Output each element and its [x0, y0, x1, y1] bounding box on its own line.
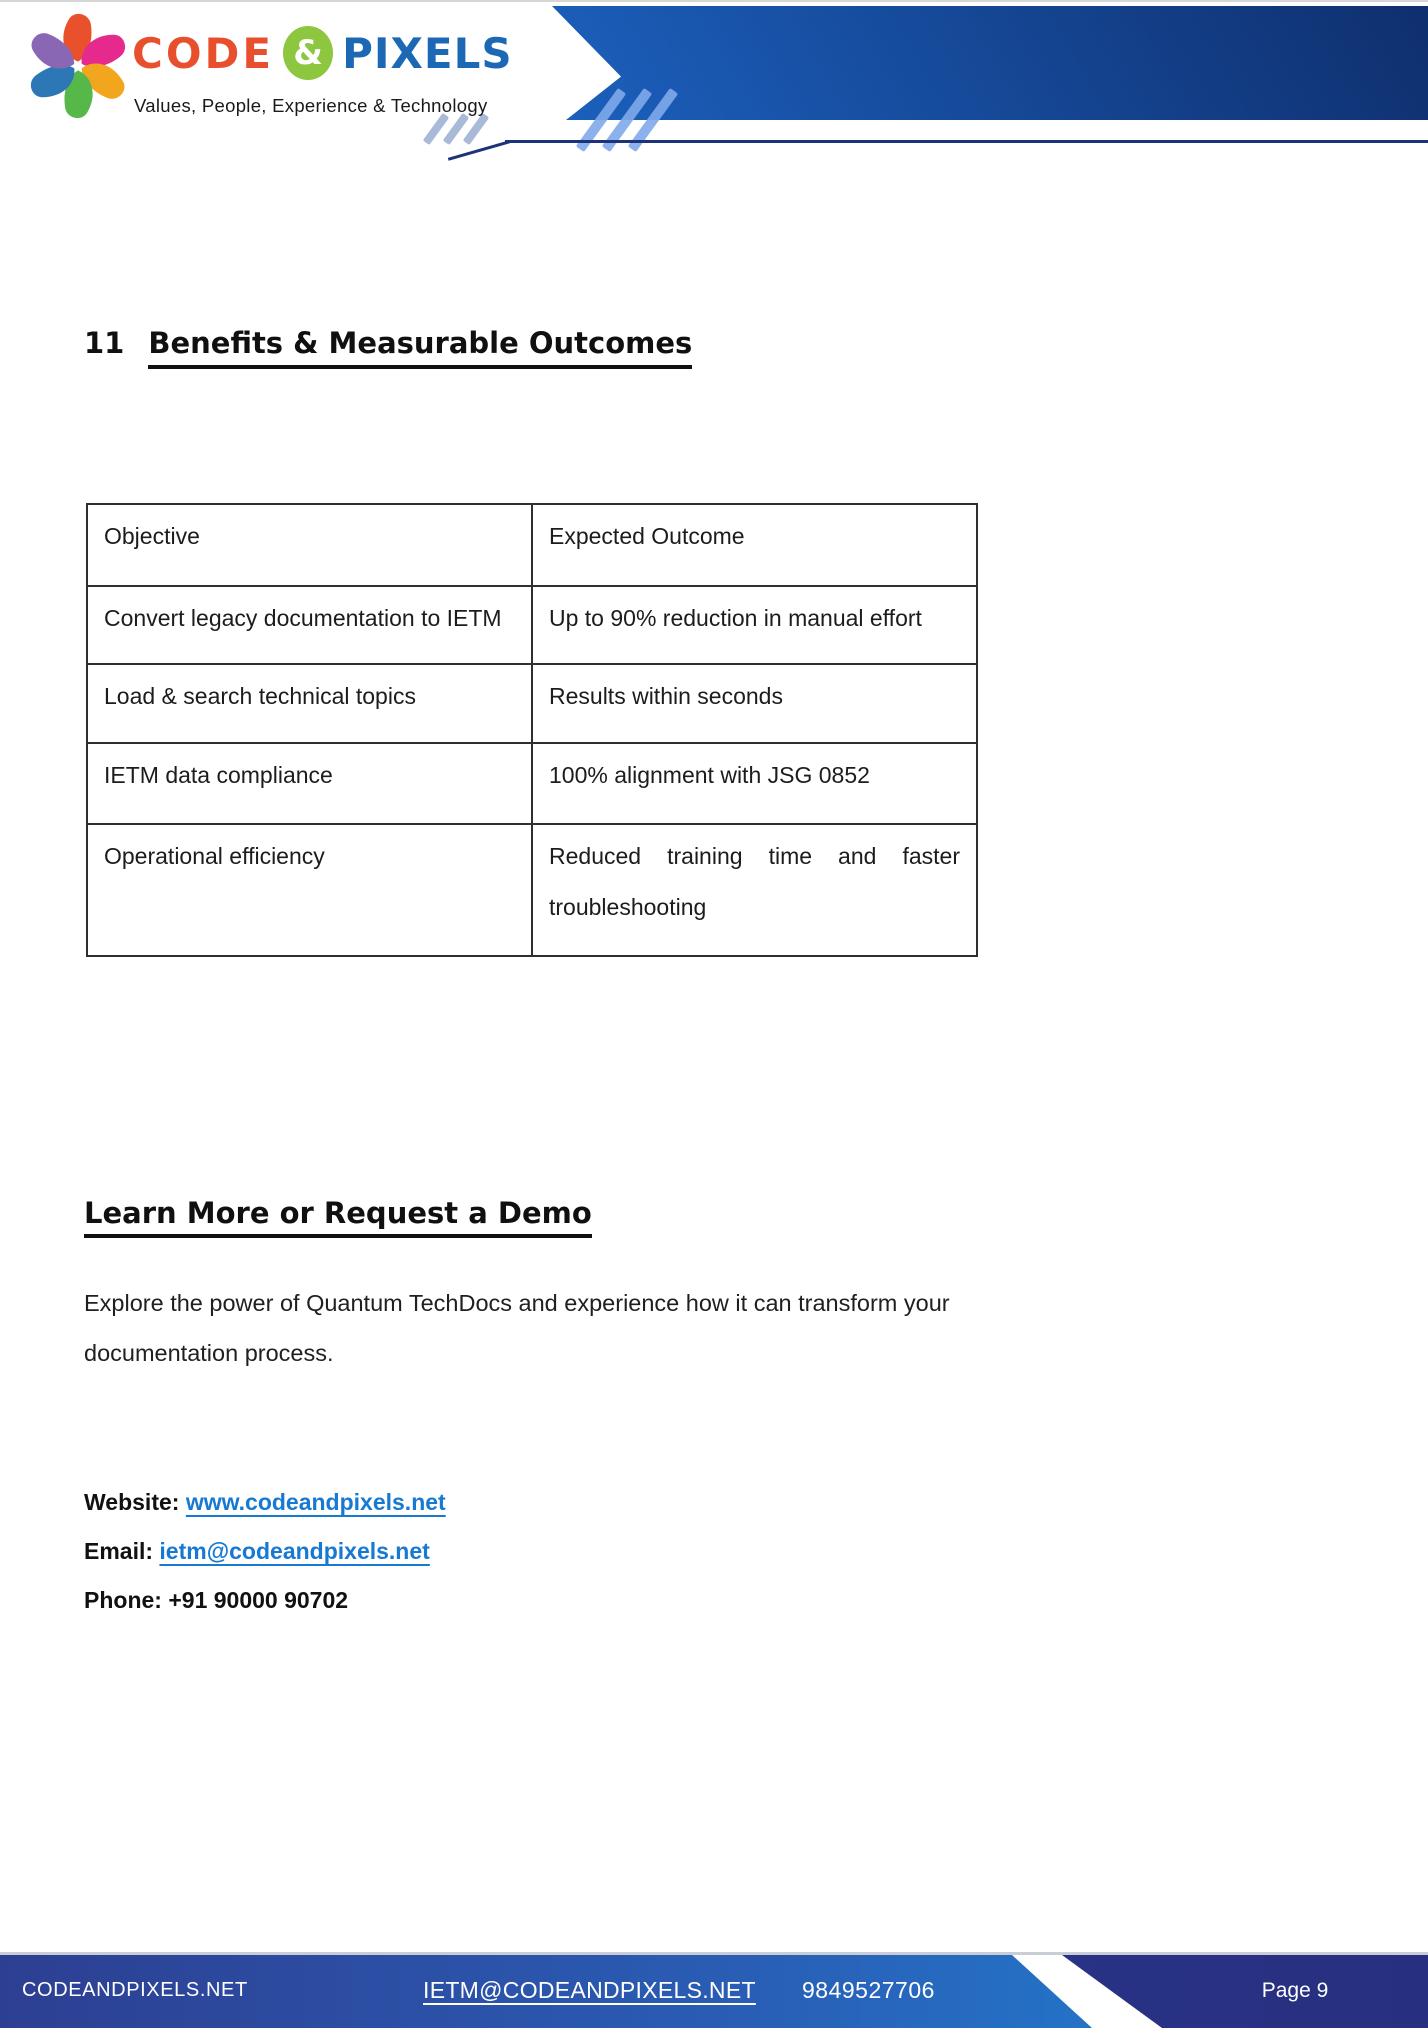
outcome-line-1: Reduced training time and faster: [549, 843, 960, 869]
brand-code-text: CODE: [132, 28, 275, 78]
table-cell-objective: Convert legacy documentation to IETM: [87, 586, 532, 664]
table-header-objective: Objective: [87, 504, 532, 586]
email-label: Email:: [84, 1538, 154, 1564]
section-heading: [84, 326, 692, 360]
table-cell-outcome: 100% alignment with JSG 0852: [532, 743, 977, 824]
table-cell-outcome: Up to 90% reduction in manual effort: [532, 586, 977, 664]
header-rule-line-diagonal: [448, 140, 510, 161]
page-top-border: [0, 0, 1428, 2]
section-number: 11: [84, 326, 125, 360]
cta-heading-text: Learn More or Request a Demo: [84, 1196, 592, 1238]
table-header-row: [87, 504, 977, 586]
brand-pixels-text: PIXELS: [342, 28, 513, 78]
phone-label: Phone:: [84, 1587, 162, 1613]
cta-heading: [84, 1196, 592, 1230]
outcome-line-2: troubleshooting: [549, 894, 707, 920]
contact-website-row: [84, 1478, 446, 1527]
pinwheel-logo-icon: [24, 12, 132, 120]
brand-wordmark: [132, 26, 513, 80]
footer-phone-text: 9849527706: [802, 1977, 935, 2003]
footer-email-link[interactable]: IETM@CODEANDPIXELS.NET: [423, 1977, 756, 2003]
table-row: [87, 586, 977, 664]
table-cell-objective: Load & search technical topics: [87, 664, 532, 743]
table-row: [87, 824, 977, 956]
header-rule-line: [505, 140, 1428, 143]
footer-top-border: [0, 1952, 1428, 1955]
website-link[interactable]: www.codeandpixels.net: [185, 1489, 446, 1515]
table-cell-objective: IETM data compliance: [87, 743, 532, 824]
footer-site-text: CODEANDPIXELS.NET: [22, 1979, 248, 2001]
section-title-text: Benefits & Measurable Outcomes: [148, 326, 692, 369]
table-cell-objective: Operational efficiency: [87, 824, 532, 956]
footer: [0, 1952, 1428, 2028]
benefits-table: [86, 503, 978, 957]
cta-body-line-1: Explore the power of Quantum TechDocs and experience how it can transform your: [84, 1290, 950, 1316]
table-header-expected-outcome: Expected Outcome: [532, 504, 977, 586]
contact-email-row: [84, 1527, 446, 1576]
table-row: [87, 664, 977, 743]
footer-page-number: Page 9: [1261, 1979, 1329, 2002]
contact-phone-row: [84, 1576, 446, 1625]
brand-ampersand-badge: &: [283, 26, 333, 80]
contact-block: [84, 1478, 446, 1625]
cta-body: [84, 1278, 1324, 1378]
phone-number: +91 90000 90702: [168, 1587, 349, 1613]
cta-body-line-2: documentation process.: [84, 1340, 334, 1366]
table-cell-outcome: [532, 824, 977, 956]
brand-tagline: Values, People, Experience & Technology: [134, 95, 488, 116]
email-link[interactable]: ietm@codeandpixels.net: [159, 1538, 430, 1564]
table-cell-outcome: Results within seconds: [532, 664, 977, 743]
website-label: Website:: [84, 1489, 180, 1515]
table-row: [87, 743, 977, 824]
